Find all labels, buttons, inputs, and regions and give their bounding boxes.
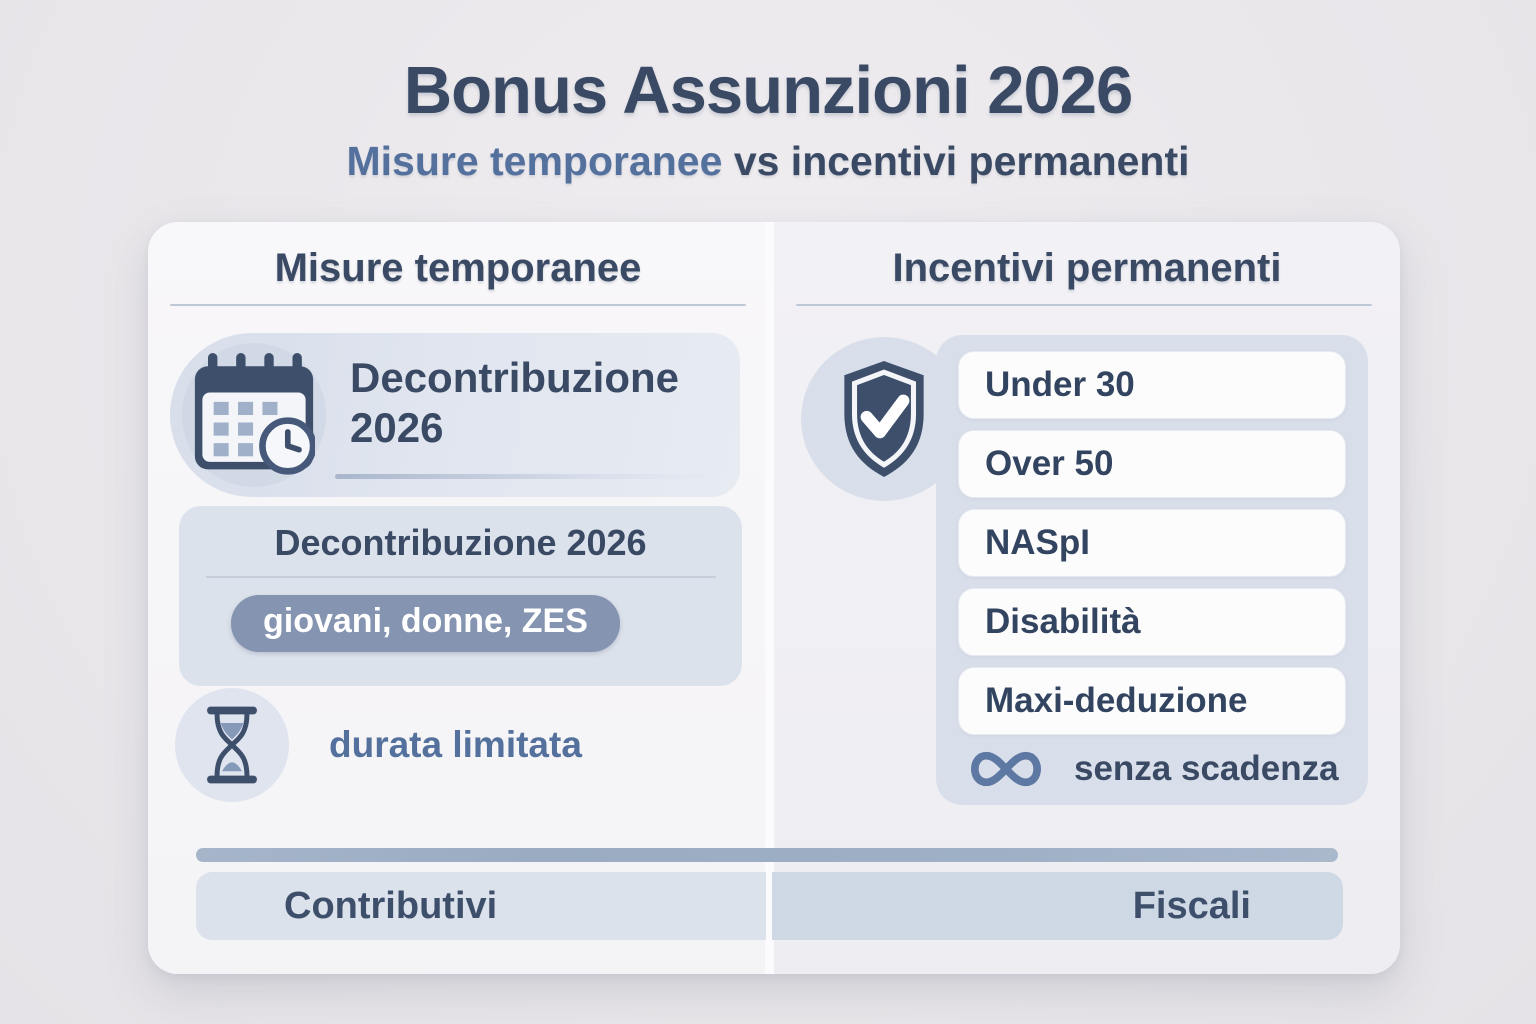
- detail-card-divider: [206, 576, 716, 578]
- benefit-item-under30: Under 30: [958, 351, 1346, 419]
- page-title: Bonus Assunzioni 2026: [403, 53, 1133, 128]
- right-column-heading: Incentivi permanenti: [892, 246, 1282, 290]
- duration-label: durata limitata: [329, 724, 582, 765]
- feature-block: [170, 333, 740, 497]
- no-expiry-row: [958, 747, 1346, 791]
- detail-card: [179, 506, 742, 686]
- timeline-bar: [196, 848, 1338, 862]
- duration-note: [175, 688, 582, 802]
- benefit-item-maxideduzione: Maxi-deduzione: [958, 667, 1346, 735]
- target-badge: giovani, donne, ZES: [231, 595, 620, 652]
- feature-underline: [335, 474, 712, 479]
- comparison-card: [148, 222, 1400, 974]
- feature-title: Decontribuzione 2026: [350, 354, 680, 451]
- no-expiry-label: senza scadenza: [1074, 749, 1339, 788]
- benefit-item-over50: Over 50: [958, 430, 1346, 498]
- footer-label-fiscali: Fiscali: [1132, 884, 1251, 927]
- page-subtitle: [0, 138, 1536, 185]
- footer-cell-contributivi: [196, 872, 766, 940]
- subtitle-temporary: Misure temporanee: [346, 138, 723, 184]
- right-heading-rule: [796, 304, 1372, 306]
- infinity-icon: [964, 747, 1048, 791]
- footer-label-contributivi: Contributivi: [284, 884, 498, 927]
- footer-cell-fiscali: [772, 872, 1343, 940]
- left-heading-rule: [170, 304, 746, 306]
- benefit-item-naspi: NASpI: [958, 509, 1346, 577]
- calendar-clock-icon: [182, 343, 326, 487]
- hourglass-icon: [175, 688, 289, 802]
- subtitle-permanent: vs incentivi permanenti: [722, 138, 1190, 184]
- left-column-heading: Misure temporanee: [274, 246, 642, 290]
- detail-card-title: Decontribuzione 2026: [274, 522, 647, 563]
- benefit-item-disabilita: Disabilità: [958, 588, 1346, 656]
- benefit-list: [936, 335, 1368, 805]
